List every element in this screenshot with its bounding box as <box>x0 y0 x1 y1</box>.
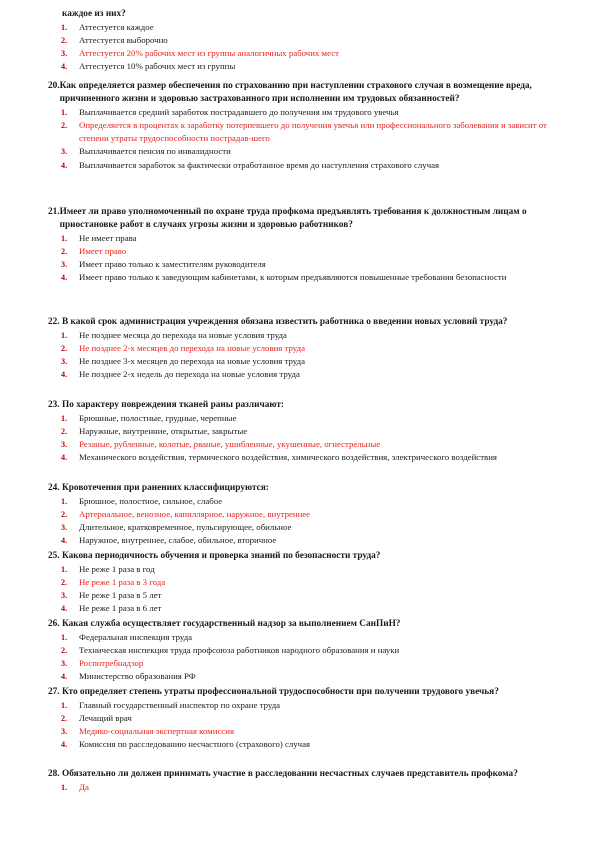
option-text: Не реже 1 раза в год <box>79 564 155 575</box>
option-text: Не имеет права <box>79 233 137 244</box>
option-text: Имеет право только к заведующим кабинетами, к которым предъявляются повышенные требования безопасности <box>79 272 507 283</box>
option-text: Не позднее месяца до перехода на новые условия труда <box>79 330 287 341</box>
option-number: 3. <box>61 727 68 737</box>
option-number: 2. <box>61 36 68 46</box>
option-text: Комиссия по расследованию несчастного (страхового) случая <box>79 739 311 750</box>
answer-option <box>48 712 548 725</box>
option-text: Механического воздействия, термического воздействия, химического воздействия, электрического воздействия <box>79 452 497 463</box>
option-number: 2. <box>61 427 68 437</box>
option-number: 3. <box>61 440 68 450</box>
option-number: 3. <box>61 260 68 270</box>
answer-list <box>48 412 548 464</box>
option-text: Брюшное, полостное, сильное, слабое <box>79 496 223 507</box>
option-number: 4. <box>61 62 68 72</box>
option-number: 2. <box>61 646 68 656</box>
answer-option-correct <box>48 438 548 451</box>
answer-list <box>48 232 548 284</box>
answer-option <box>48 589 548 602</box>
answer-option-correct <box>48 781 548 794</box>
option-text: Аттестуется 10% рабочих мест из группы <box>79 61 236 72</box>
answer-option-correct <box>48 657 548 670</box>
option-text: Да <box>79 782 89 793</box>
question-number: 20. <box>48 81 60 91</box>
option-text: Резаные, рубленные, колотые, рваные, ушибленные, укушенные, огнестрельные <box>79 439 381 450</box>
option-number: 1. <box>61 23 68 33</box>
option-text: Наружные, внутренние, открытые, закрытые <box>79 426 248 437</box>
option-number: 4. <box>61 453 68 463</box>
option-number: 1. <box>61 234 68 244</box>
option-number: 1. <box>61 414 68 424</box>
answer-option <box>48 602 548 615</box>
question-25 <box>48 550 548 615</box>
question-heading <box>48 316 548 329</box>
question-heading <box>48 550 548 563</box>
question-text: Имеет ли право уполномоченный по охране труда профкома предъявлять требования к должностным лицам о приостановке работ в случаях угрозы жизни и здоровью работников? <box>59 207 527 231</box>
question-heading <box>48 618 548 631</box>
answer-list <box>48 699 548 751</box>
option-number: 2. <box>61 247 68 257</box>
option-text: Аттестуется 20% рабочих мест из группы аналогичных рабочих мест <box>79 48 339 59</box>
answer-option <box>48 670 548 683</box>
question-21 <box>48 206 548 285</box>
question-text: Кровотечения при ранениях классифицируются: <box>62 483 269 493</box>
answer-option <box>48 60 548 73</box>
answer-option <box>48 145 548 158</box>
question-text: Как определяется размер обеспечения по страхованию при наступлении страхового случая в возмещение вреда, причиненного жизни и здоровью застрахованного при исполнении им трудовых обязанностей? <box>59 81 532 105</box>
option-number: 2. <box>61 344 68 354</box>
option-number: 1. <box>61 497 68 507</box>
answer-option <box>48 631 548 644</box>
answer-option <box>48 271 548 284</box>
option-text: Не позднее 2-х недель до перехода на новые условия труда <box>79 369 300 380</box>
option-text: Не реже 1 раза в 5 лет <box>79 590 162 601</box>
question-text: По характеру повреждения тканей раны различают: <box>62 400 285 410</box>
question-19-continued <box>48 8 548 73</box>
answer-list <box>48 495 548 547</box>
answer-list <box>48 106 548 171</box>
answer-option <box>48 451 548 464</box>
option-number: 3. <box>61 147 68 157</box>
question-text: Кто определяет степень утраты профессиональной трудоспособности при получении трудового увечья? <box>62 687 499 697</box>
answer-option <box>48 738 548 751</box>
question-24 <box>48 482 548 547</box>
question-number: 26. <box>48 619 60 629</box>
answer-option-correct <box>48 47 548 60</box>
question-heading <box>48 768 548 781</box>
question-heading <box>48 8 548 21</box>
question-26 <box>48 618 548 683</box>
question-20 <box>48 80 548 172</box>
answer-option-correct <box>48 119 548 145</box>
option-number: 1. <box>61 108 68 118</box>
answer-option <box>48 534 548 547</box>
option-text: Медико-социальная экспертная комиссия <box>79 726 235 737</box>
question-28 <box>48 768 548 794</box>
answer-option <box>48 106 548 119</box>
option-number: 3. <box>61 357 68 367</box>
question-number: 25. <box>48 551 60 561</box>
option-number: 4. <box>61 160 68 170</box>
answer-option <box>48 258 548 271</box>
option-text: Имеет право только к заместителям руководителя <box>79 259 266 270</box>
option-number: 4. <box>61 740 68 750</box>
option-text: Артериальное, венозное, капиллярное, наружное, внутреннее <box>79 509 311 520</box>
answer-option <box>48 412 548 425</box>
option-text: Аттестуется выборочно <box>79 35 168 46</box>
answer-option-correct <box>48 725 548 738</box>
question-27 <box>48 686 548 751</box>
answer-option-correct <box>48 508 548 521</box>
answer-option <box>48 425 548 438</box>
option-number: 2. <box>61 510 68 520</box>
question-number: 23. <box>48 400 60 410</box>
answer-option <box>48 521 548 534</box>
question-number: 24. <box>48 483 60 493</box>
option-number: 1. <box>61 701 68 711</box>
question-text: каждое из них? <box>62 9 126 19</box>
option-number: 3. <box>61 523 68 533</box>
question-text: Какова периодичность обучения и проверка знаний по безопасности труда? <box>62 551 381 561</box>
option-text: Определяется в процентах к заработку потерпевшего до получения увечья или профессионального заболевания и зависит от степени утраты трудоспособности пострадав-шего <box>79 120 547 144</box>
question-number: 28. <box>48 769 60 779</box>
answer-option <box>48 368 548 381</box>
option-number: 3. <box>61 659 68 669</box>
option-number: 2. <box>61 121 68 131</box>
question-heading <box>48 686 548 699</box>
option-text: Не реже 1 раза в 3 года <box>79 577 166 588</box>
option-text: Наружное, внутреннее, слабое, обильное, вторичное <box>79 535 277 546</box>
option-number: 4. <box>61 536 68 546</box>
option-number: 1. <box>61 331 68 341</box>
option-text: Не реже 1 раза в 6 лет <box>79 603 162 614</box>
option-text: Длительное, кратковременное, пульсирующее, обильное <box>79 522 292 533</box>
option-text: Аттестуется каждое <box>79 22 154 33</box>
answer-option-correct <box>48 576 548 589</box>
option-text: Техническая инспекция труда профсоюза работников народного образования и науки <box>79 645 400 656</box>
question-text: В какой срок администрация учреждения обязана известить работника о введении новых условий труда? <box>62 317 508 327</box>
option-text: Выплачивается средний заработок пострадавшего до получения им трудового увечья <box>79 107 399 118</box>
option-number: 1. <box>61 633 68 643</box>
option-text: Не позднее 2-х месяцев до перехода на новые условия труда <box>79 343 306 354</box>
option-text: Роспотребнадзор <box>79 658 144 669</box>
question-text: Обязательно ли должен принимать участие в расследовании несчастных случаев представитель профкома? <box>62 769 518 779</box>
answer-option <box>48 21 548 34</box>
answer-option <box>48 232 548 245</box>
answer-option <box>48 329 548 342</box>
answer-list <box>48 781 548 794</box>
option-text: Главный государственный инспектор по охране труда <box>79 700 281 711</box>
question-heading <box>48 80 548 106</box>
answer-option <box>48 355 548 368</box>
question-heading <box>48 206 548 232</box>
question-23 <box>48 399 548 464</box>
option-number: 3. <box>61 591 68 601</box>
option-text: Не позднее 3-х месяцев до перехода на новые условия труда <box>79 356 306 367</box>
option-text: Федеральная инспекция труда <box>79 632 193 643</box>
option-text: Лечащий врач <box>79 713 132 724</box>
answer-list <box>48 329 548 381</box>
answer-list <box>48 563 548 615</box>
option-number: 2. <box>61 578 68 588</box>
option-number: 1. <box>61 783 68 793</box>
answer-option <box>48 34 548 47</box>
answer-option <box>48 159 548 172</box>
option-number: 1. <box>61 565 68 575</box>
question-heading <box>48 482 548 495</box>
answer-option <box>48 644 548 657</box>
option-text: Имеет право <box>79 246 127 257</box>
option-text: Выплачивается пенсия по инвалидности <box>79 146 231 157</box>
answer-option-correct <box>48 245 548 258</box>
answer-option-correct <box>48 342 548 355</box>
question-number: 21. <box>48 207 60 217</box>
option-text: Выплачивается заработок за фактически отработанное время до наступления страхового случая <box>79 159 440 170</box>
option-number: 4. <box>61 604 68 614</box>
option-text: Министерство образования РФ <box>79 671 196 682</box>
answer-option <box>48 563 548 576</box>
question-heading <box>48 399 548 412</box>
option-number: 4. <box>61 370 68 380</box>
option-text: Брюшные, полостные, грудные, черепные <box>79 413 237 424</box>
answer-list <box>48 21 548 73</box>
answer-option <box>48 495 548 508</box>
option-number: 4. <box>61 273 68 283</box>
question-text: Какая служба осуществляет государственный надзор за выполнением СанПиН? <box>62 619 401 629</box>
question-22 <box>48 316 548 381</box>
question-number: 22. <box>48 317 60 327</box>
option-number: 3. <box>61 49 68 59</box>
answer-option <box>48 699 548 712</box>
option-number: 2. <box>61 714 68 724</box>
option-number: 4. <box>61 672 68 682</box>
answer-list <box>48 631 548 683</box>
question-number: 27. <box>48 687 60 697</box>
